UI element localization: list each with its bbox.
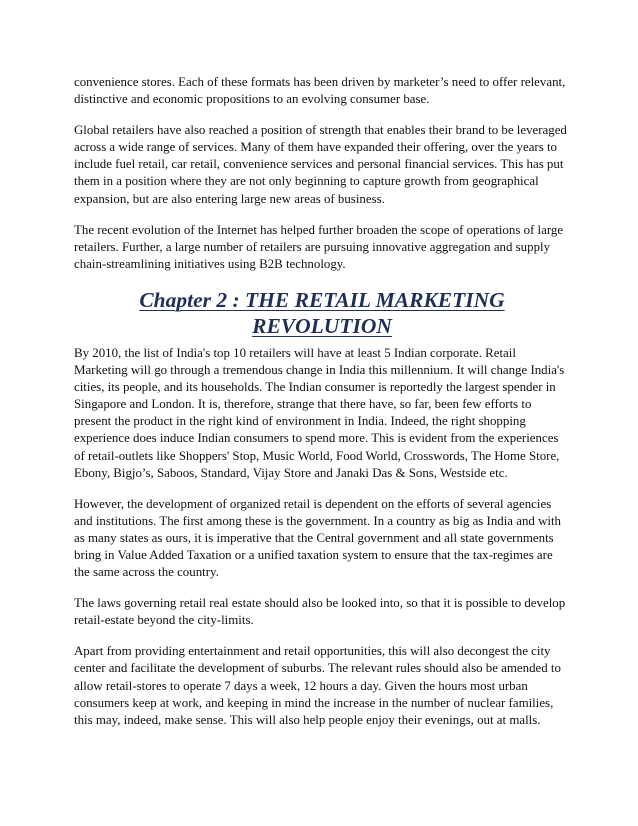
- paragraph-internet-evolution: The recent evolution of the Internet has helped further broaden the scope of operations of large retailers. Further, a large number of retailers are pursuing innovative aggregation and supply chain-streamlining initiatives using B2B technology.: [74, 222, 564, 271]
- document-page: [74, 74, 570, 743]
- paragraph-convenience-stores: convenience stores. Each of these formats has been driven by marketer’s need to offer relevant, distinctive and economic propositions to an evolving consumer base.: [74, 75, 566, 107]
- chapter-heading: Chapter 2 : THE RETAIL MARKETING REVOLUTION: [139, 287, 505, 338]
- paragraph-real-estate-laws: The laws governing retail real estate should also be looked into, so that it is possible to develop retail-estate beyond the city-limits.: [74, 596, 566, 628]
- paragraph-organized-retail: However, the development of organized retail is dependent on the efforts of several agencies and institutions. The first among these is the government. In a country as big as India and with as many states as ours, it is imperative that the Central government and all state governments bring in Value Added Taxation or a unified taxation system to ensure that the tax-regimes are the same across the country.: [74, 496, 562, 580]
- paragraph-global-retailers: Global retailers have also reached a position of strength that enables their brand to be leveraged across a wide range of services. Many of them have expanded their offering, over the years to include fuel retail, car retail, convenience services and personal financial services. This has put them in a position where they are not only beginning to capture growth from geographical expansion, but are also entering large new areas of business.: [74, 123, 567, 206]
- paragraph-decongest-city: Apart from providing entertainment and retail opportunities, this will also decongest the city center and facilitate the development of suburbs. The relevant rules should also be amended to allow retail-stores to operate 7 days a week, 12 hours a day. Given the hours most urban consumers keep at work, and keeping in mind the increase in the number of nuclear families, this may, indeed, make sense. This will also help people enjoy their evenings, out at malls.: [74, 644, 561, 727]
- paragraph-top-retailers: By 2010, the list of India's top 10 retailers will have at least 5 Indian corporate. Retail Marketing will go through a tremendous change in India this millennium. It will change India's cities, its people, and its households. The Indian consumer is reportedly the largest spender in Singapore and London. It is, therefore, strange that there have, so far, been few efforts to present the product in the right kind of environment in India. Indeed, the right shopping experience does induce Indian consumers to spend more. This is evident from the experiences of retail-outlets like Shoppers' Stop, Music World, Food World, Crosswords, The Home Store, Ebony, Bigjo’s, Saboos, Standard, Vijay Store and Janaki Das & Sons, Westside etc.: [74, 345, 565, 480]
